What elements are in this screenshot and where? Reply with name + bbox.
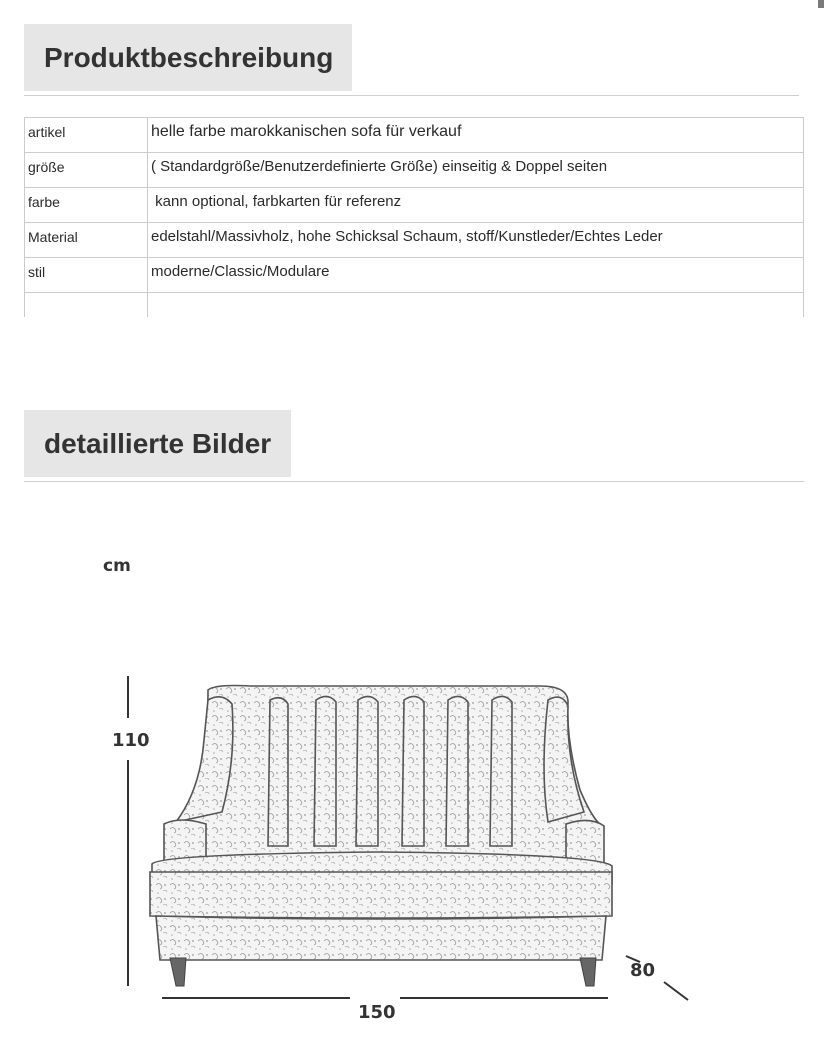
width-dimension-label: 150	[358, 1002, 396, 1023]
product-description-title: Produktbeschreibung	[44, 41, 334, 73]
sofa-leg-left	[170, 958, 186, 986]
spec-value: helle farbe marokkanischen sofa für verkauf	[148, 118, 804, 153]
spec-key: farbe	[25, 188, 148, 223]
spec-key: stil	[25, 258, 148, 293]
spec-key: artikel	[25, 118, 148, 153]
height-dimension-label: 110	[112, 730, 150, 751]
spec-value: edelstahl/Massivholz, hohe Schicksal Schaum, stoff/Kunstleder/Echtes Leder	[148, 223, 804, 258]
sofa-leg-right	[580, 958, 596, 986]
spec-key: größe	[25, 153, 148, 188]
spec-key: Material	[25, 223, 148, 258]
spec-value: moderne/Classic/Modulare	[148, 258, 804, 293]
spec-value: ( Standardgröße/Benutzerdefinierte Größe) einseitig & Doppel seiten	[148, 153, 804, 188]
dimension-unit: cm	[103, 556, 131, 576]
depth-dimension-line	[664, 982, 688, 1000]
detailed-images-title: detaillierte Bilder	[44, 427, 272, 459]
depth-dimension-label: 80	[630, 960, 656, 981]
spec-value: kann optional, farbkarten für referenz	[148, 188, 804, 223]
sofa-illustration	[150, 686, 612, 961]
